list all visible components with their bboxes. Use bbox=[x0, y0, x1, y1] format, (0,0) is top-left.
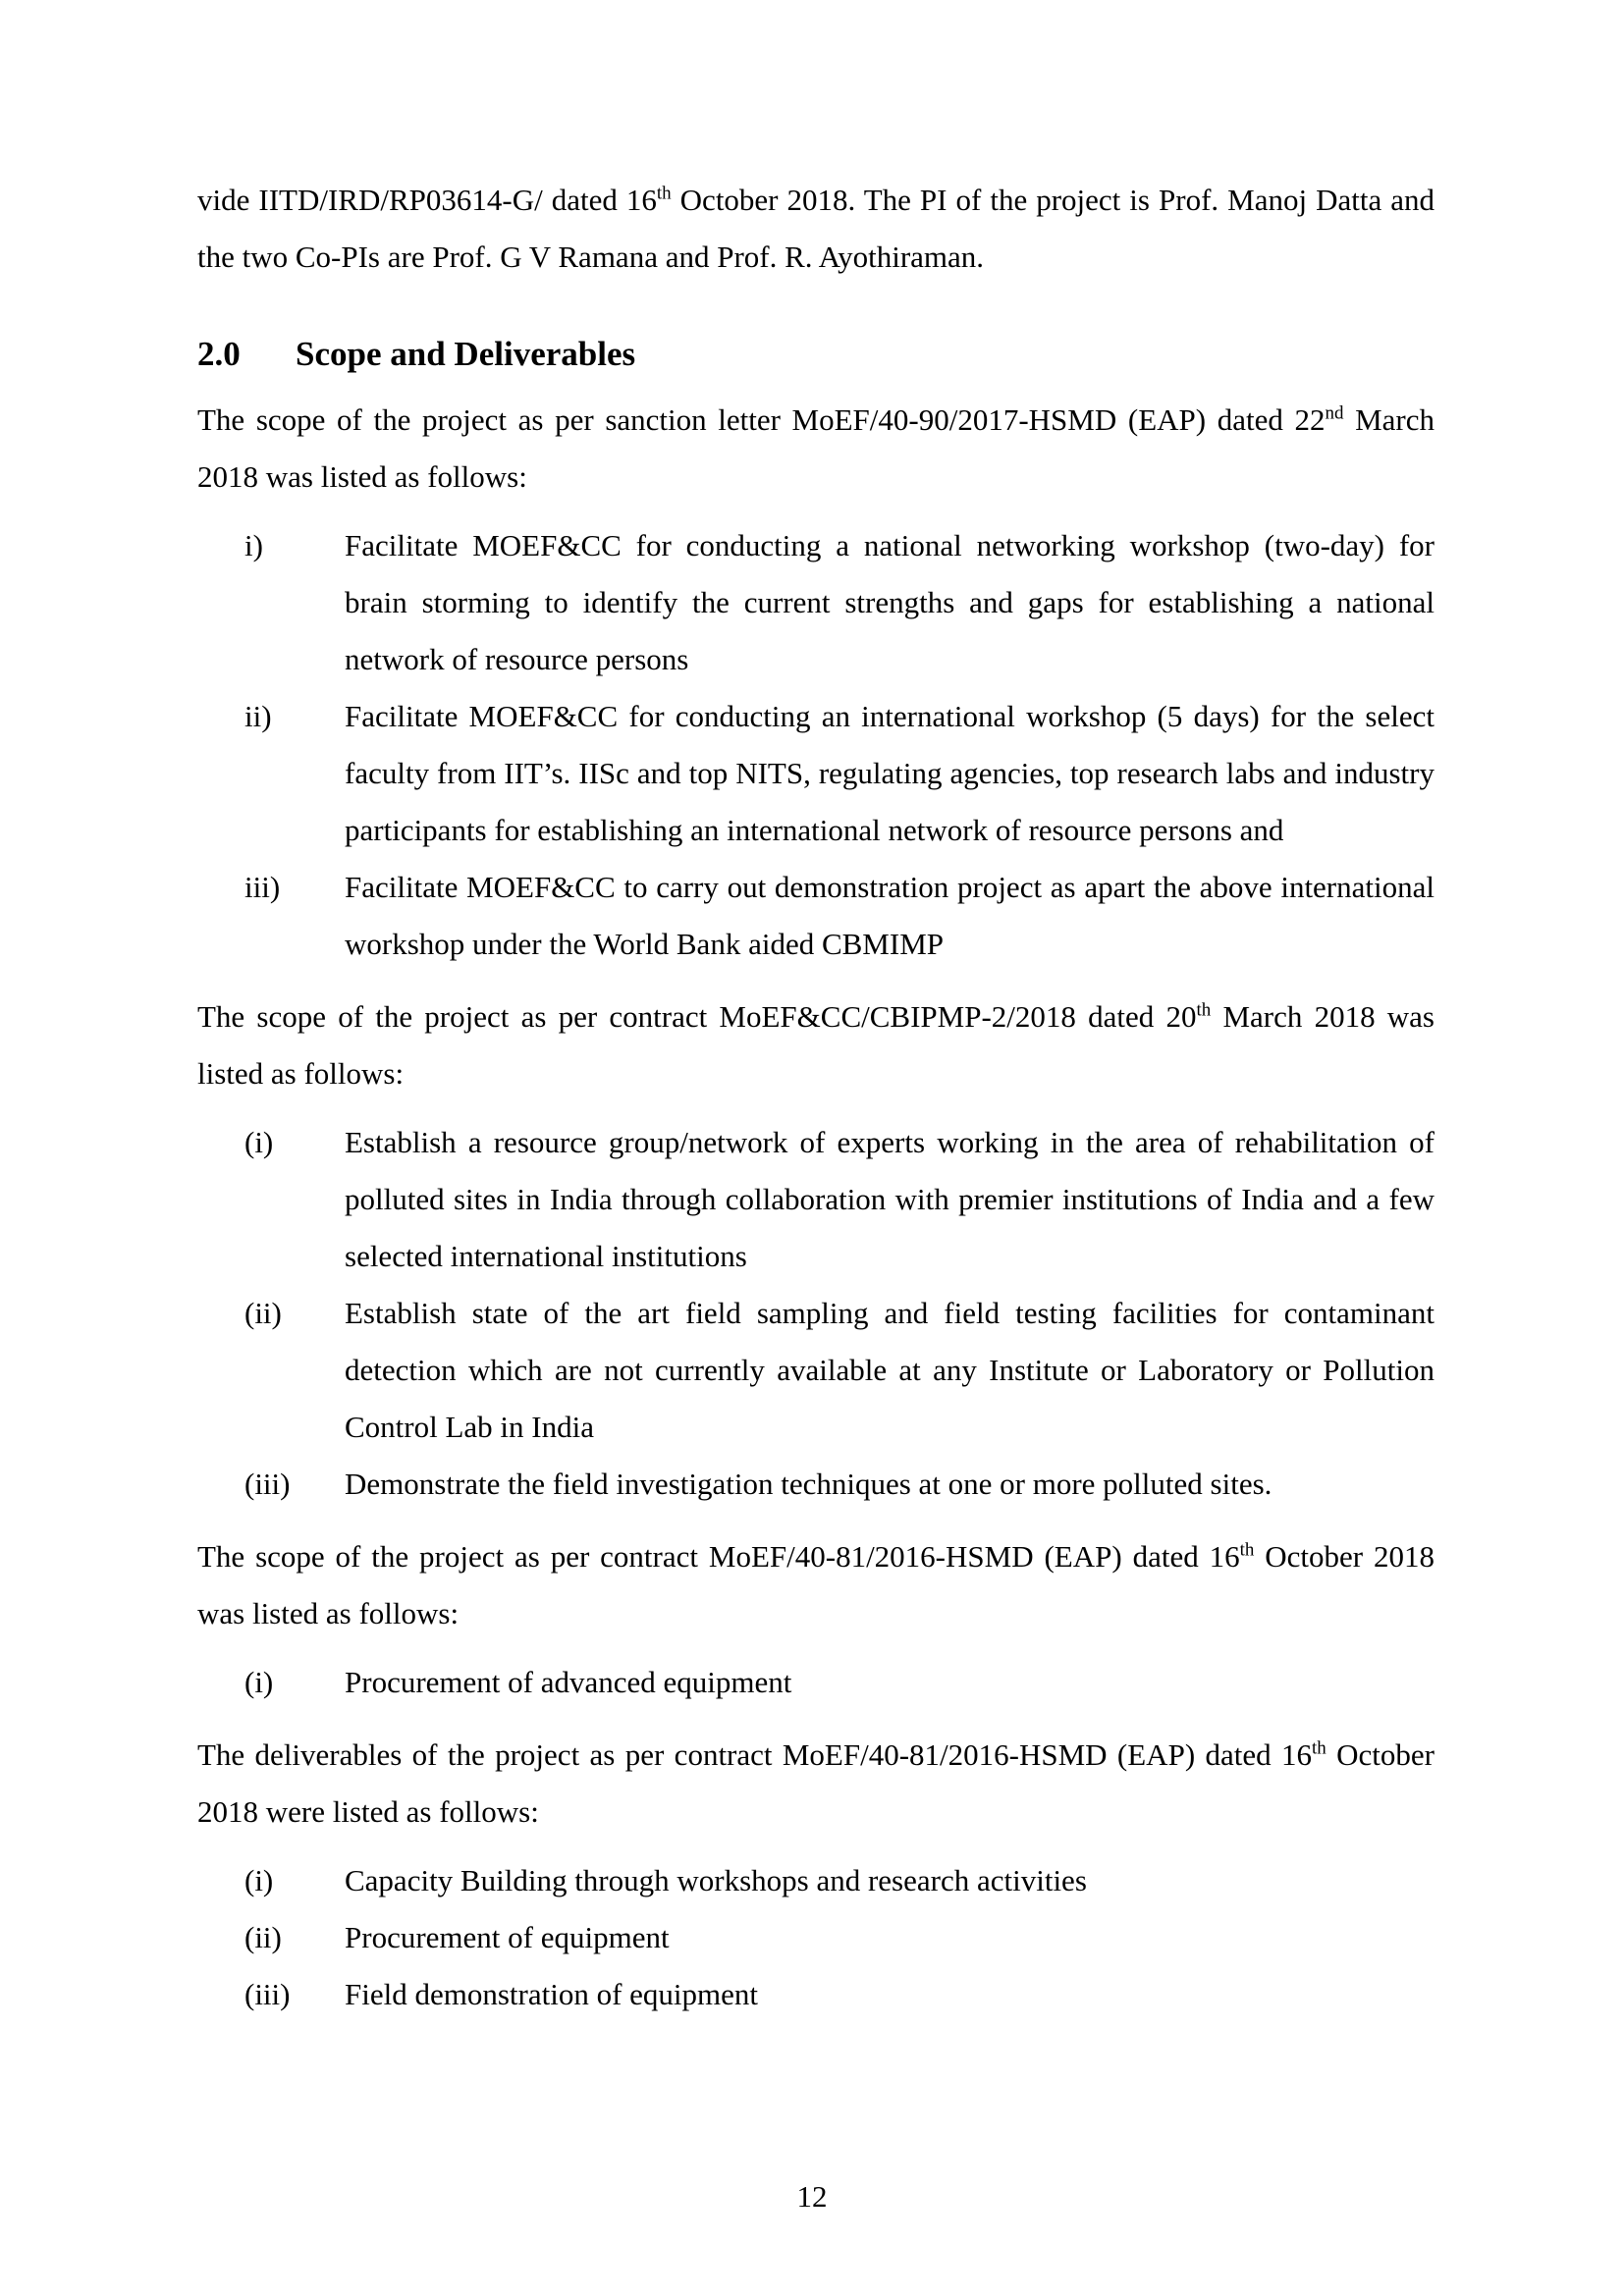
list-item bbox=[197, 688, 1435, 859]
list-item bbox=[197, 1966, 1435, 2023]
list-item-text: Demonstrate the field investigation techniques at one or more polluted sites. bbox=[345, 1467, 1272, 1501]
scope-sanction-list bbox=[197, 517, 1435, 973]
list-item bbox=[197, 1852, 1435, 1909]
list-item bbox=[197, 1654, 1435, 1711]
list-item-text: Facilitate MOEF&CC for conducting a national networking workshop (two-day) for brain storming to identify the current strengths and gaps for establishing a national network of resource persons bbox=[345, 528, 1435, 676]
paragraph-text-end: March 2018 was listed as follows: bbox=[197, 999, 1435, 1091]
list-item bbox=[197, 1456, 1435, 1513]
scope-sanction-paragraph bbox=[197, 392, 1435, 506]
list-item-marker: ii) bbox=[244, 699, 272, 733]
paragraph-text-start: The scope of the project as per contract MoEF/40-81/2016-HSMD (EAP) dated 16 bbox=[197, 1539, 1240, 1574]
paragraph-text-start: The scope of the project as per sanction letter MoEF/40-90/2017-HSMD (EAP) dated 22 bbox=[197, 402, 1326, 437]
intro-text-end: October 2018. The PI of the project is Prof. Manoj Datta and the two Co-PIs are Prof. G V Ramana and Prof. R. Ayothiraman. bbox=[197, 183, 1435, 274]
list-item-marker: (iii) bbox=[244, 1977, 291, 2011]
list-item-text: Capacity Building through workshops and research activities bbox=[345, 1863, 1087, 1897]
list-item-marker: (i) bbox=[244, 1863, 274, 1897]
paragraph-text-end: March 2018 was listed as follows: bbox=[197, 402, 1435, 494]
paragraph-text-end: October 2018 were listed as follows: bbox=[197, 1737, 1435, 1829]
list-item-text: Field demonstration of equipment bbox=[345, 1977, 759, 2011]
paragraph-text-start: The deliverables of the project as per contract MoEF/40-81/2016-HSMD (EAP) dated 16 bbox=[197, 1737, 1312, 1772]
scope-equipment-list bbox=[197, 1654, 1435, 1711]
ordinal-suffix: th bbox=[1239, 1539, 1255, 1561]
list-item-text: Establish state of the art field sampling and field testing facilities for contaminant detection which are not currently available at any Institute or Laboratory or Pollution Control Lab in India bbox=[345, 1296, 1435, 1444]
list-item-text: Facilitate MOEF&CC to carry out demonstration project as apart the above international workshop under the World Bank aided CBMIMP bbox=[345, 870, 1435, 961]
ordinal-suffix: nd bbox=[1325, 402, 1344, 424]
list-item-text: Facilitate MOEF&CC for conducting an international workshop (5 days) for the select faculty from IIT’s. IISc and top NITS, regulating agencies, top research labs and industry participants for establishing an international network of resource persons and bbox=[345, 699, 1435, 847]
list-item bbox=[197, 859, 1435, 973]
list-item bbox=[197, 1285, 1435, 1456]
intro-text-start: vide IITD/IRD/RP03614-G/ dated 16 bbox=[197, 183, 657, 217]
page-content bbox=[197, 172, 1435, 2039]
list-item-marker: (ii) bbox=[244, 1920, 282, 1954]
section-number: 2.0 bbox=[197, 335, 241, 373]
intro-paragraph bbox=[197, 172, 1435, 286]
scope-equipment-paragraph bbox=[197, 1528, 1435, 1642]
scope-contract-list bbox=[197, 1114, 1435, 1513]
list-item-marker: (i) bbox=[244, 1665, 274, 1699]
ordinal-suffix: th bbox=[1196, 999, 1212, 1021]
list-item-text: Procurement of equipment bbox=[345, 1920, 670, 1954]
paragraph-text-end: October 2018 was listed as follows: bbox=[197, 1539, 1435, 1630]
ordinal-suffix: th bbox=[1312, 1737, 1326, 1759]
list-item bbox=[197, 517, 1435, 688]
list-item bbox=[197, 1909, 1435, 1966]
scope-contract-paragraph bbox=[197, 988, 1435, 1102]
list-item-marker: i) bbox=[244, 528, 263, 562]
section-title: Scope and Deliverables bbox=[296, 335, 636, 373]
list-item-marker: (ii) bbox=[244, 1296, 282, 1330]
deliverables-list bbox=[197, 1852, 1435, 2023]
section-heading bbox=[197, 325, 1435, 384]
list-item-text: Establish a resource group/network of experts working in the area of rehabilitation of polluted sites in India through collaboration with premier institutions of India and a few selected international institutions bbox=[345, 1125, 1435, 1273]
paragraph-text-start: The scope of the project as per contract MoEF&CC/CBIPMP-2/2018 dated 20 bbox=[197, 999, 1197, 1034]
list-item bbox=[197, 1114, 1435, 1285]
list-item-text: Procurement of advanced equipment bbox=[345, 1665, 792, 1699]
list-item-marker: (i) bbox=[244, 1125, 274, 1159]
list-item-marker: (iii) bbox=[244, 1467, 291, 1501]
ordinal-suffix: th bbox=[656, 183, 672, 204]
page-number: 12 bbox=[796, 2179, 828, 2214]
list-item-marker: iii) bbox=[244, 870, 281, 904]
deliverables-paragraph bbox=[197, 1727, 1435, 1841]
